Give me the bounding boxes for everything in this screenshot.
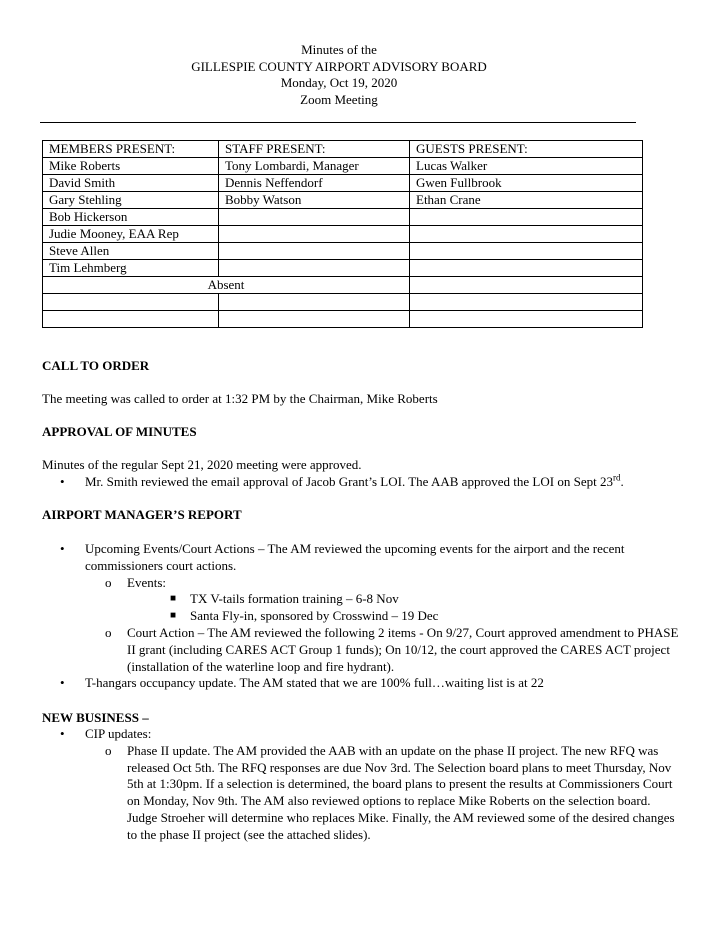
member-cell: David Smith <box>43 175 219 192</box>
table-row <box>43 243 643 260</box>
list-item <box>42 726 682 743</box>
phase-two-update-text: Phase II update. The AM provided the AAB with an update on the phase II project. The new RFQ was released Oct 5th. The RFQ responses are due Nov 3rd. The Selection board plans to meet Thursday, Nov 5th at 1:30pm. If a selection is determined, the board plans to present the results at Commissioners Court on Monday, Nov 9th. The AM also reviewed options to replace Mike Roberts on the selection board. Judge Stroeher will determine who replaces Mike. Finally, the AM reviewed some of the desired changes to the phase II project (see the attached slides). <box>127 742 675 842</box>
guest-cell <box>410 209 643 226</box>
event-item: Santa Fly-in, sponsored by Crosswind – 19 Dec <box>190 608 439 624</box>
members-present-header: MEMBERS PRESENT: <box>43 141 219 158</box>
bullet-icon: • <box>60 474 65 489</box>
empty-cell <box>410 277 643 294</box>
header-meeting-type: Zoom Meeting <box>300 91 378 107</box>
empty-cell <box>219 294 410 311</box>
circle-bullet-icon: o <box>105 742 112 758</box>
call-to-order-heading: CALL TO ORDER <box>42 358 150 373</box>
attendance-header-row <box>43 141 643 158</box>
table-row <box>43 158 643 175</box>
guests-present-header: GUESTS PRESENT: <box>410 141 643 158</box>
absent-row <box>43 277 643 294</box>
square-bullet-icon: ■ <box>170 610 177 622</box>
manager-report-list <box>42 541 682 692</box>
cip-updates-label: CIP updates: <box>85 726 152 741</box>
new-business-list <box>42 726 682 844</box>
approval-of-minutes-heading: APPROVAL OF MINUTES <box>42 424 197 439</box>
square-bullet-icon: ■ <box>170 593 177 605</box>
empty-cell <box>410 294 643 311</box>
header-date: Monday, Oct 19, 2020 <box>280 75 398 90</box>
header-line-minutes-of: Minutes of the <box>301 42 377 57</box>
guest-cell <box>410 260 643 277</box>
guest-cell <box>410 226 643 243</box>
document-header <box>40 42 638 108</box>
member-cell: Tim Lehmberg <box>43 260 219 277</box>
date-suffix: rd <box>612 472 621 483</box>
events-label: Events: <box>127 574 166 590</box>
circle-bullet-icon: o <box>105 574 112 590</box>
header-board-name: GILLESPIE COUNTY AIRPORT ADVISORY BOARD <box>191 58 487 74</box>
table-row <box>43 192 643 209</box>
guest-cell: Lucas Walker <box>410 158 643 175</box>
bullet-icon: • <box>60 726 65 741</box>
staff-cell <box>219 260 410 277</box>
member-cell: Gary Stehling <box>43 192 219 209</box>
staff-cell <box>219 243 410 260</box>
attendance-table <box>42 140 643 328</box>
table-row <box>43 260 643 277</box>
list-item <box>42 591 682 608</box>
staff-cell: Tony Lombardi, Manager <box>219 158 410 175</box>
bullet-icon: • <box>60 541 65 556</box>
staff-cell: Dennis Neffendorf <box>219 175 410 192</box>
staff-cell <box>219 209 410 226</box>
list-item <box>42 541 682 575</box>
staff-cell: Bobby Watson <box>219 192 410 209</box>
list-item <box>42 743 682 844</box>
list-item <box>42 625 682 675</box>
court-action-text: Court Action – The AM reviewed the following 2 items - On 9/27, Court approved amendment to PHASE II grant (including CARES ACT Group 1 funds); On 10/12, the court approved the CARES ACT project (installation of the waterline loop and fire hydrant). <box>127 624 679 674</box>
absent-label: Absent <box>43 277 410 294</box>
list-item <box>42 474 682 491</box>
empty-cell <box>410 311 643 328</box>
bullet-icon: • <box>60 675 65 691</box>
empty-cell <box>43 311 219 328</box>
upcoming-events-text: Upcoming Events/Court Actions – The AM reviewed the upcoming events for the airport and the recent commissioners court actions. <box>85 541 625 573</box>
member-cell: Bob Hickerson <box>43 209 219 226</box>
member-cell: Mike Roberts <box>43 158 219 175</box>
member-cell: Steve Allen <box>43 243 219 260</box>
empty-cell <box>219 311 410 328</box>
header-divider <box>40 122 636 123</box>
table-row <box>43 175 643 192</box>
table-row <box>43 311 643 328</box>
airport-manager-report-heading: AIRPORT MANAGER’S REPORT <box>42 507 242 522</box>
list-item <box>42 675 682 692</box>
list-item <box>42 608 682 625</box>
table-row <box>43 226 643 243</box>
call-to-order-text: The meeting was called to order at 1:32 PM by the Chairman, Mike Roberts <box>42 391 438 406</box>
staff-cell <box>219 226 410 243</box>
t-hangars-text: T-hangars occupancy update. The AM stated that we are 100% full…waiting list is at 22 <box>85 675 544 691</box>
approval-of-minutes-text: Minutes of the regular Sept 21, 2020 meeting were approved. <box>42 457 362 472</box>
guest-cell: Gwen Fullbrook <box>410 175 643 192</box>
circle-bullet-icon: o <box>105 624 112 640</box>
guest-cell <box>410 243 643 260</box>
guest-cell: Ethan Crane <box>410 192 643 209</box>
list-item <box>42 575 682 592</box>
empty-cell <box>43 294 219 311</box>
table-row <box>43 209 643 226</box>
loi-approval-text: Mr. Smith reviewed the email approval of Jacob Grant’s LOI. The AAB approved the LOI on Sept 23 <box>85 474 613 489</box>
staff-present-header: STAFF PRESENT: <box>219 141 410 158</box>
new-business-heading: NEW BUSINESS – <box>42 710 149 725</box>
loi-approval-period: . <box>620 474 624 489</box>
event-item: TX V-tails formation training – 6-8 Nov <box>190 591 399 607</box>
approval-bullet-list <box>42 474 682 491</box>
member-cell: Judie Mooney, EAA Rep <box>43 226 219 243</box>
table-row <box>43 294 643 311</box>
